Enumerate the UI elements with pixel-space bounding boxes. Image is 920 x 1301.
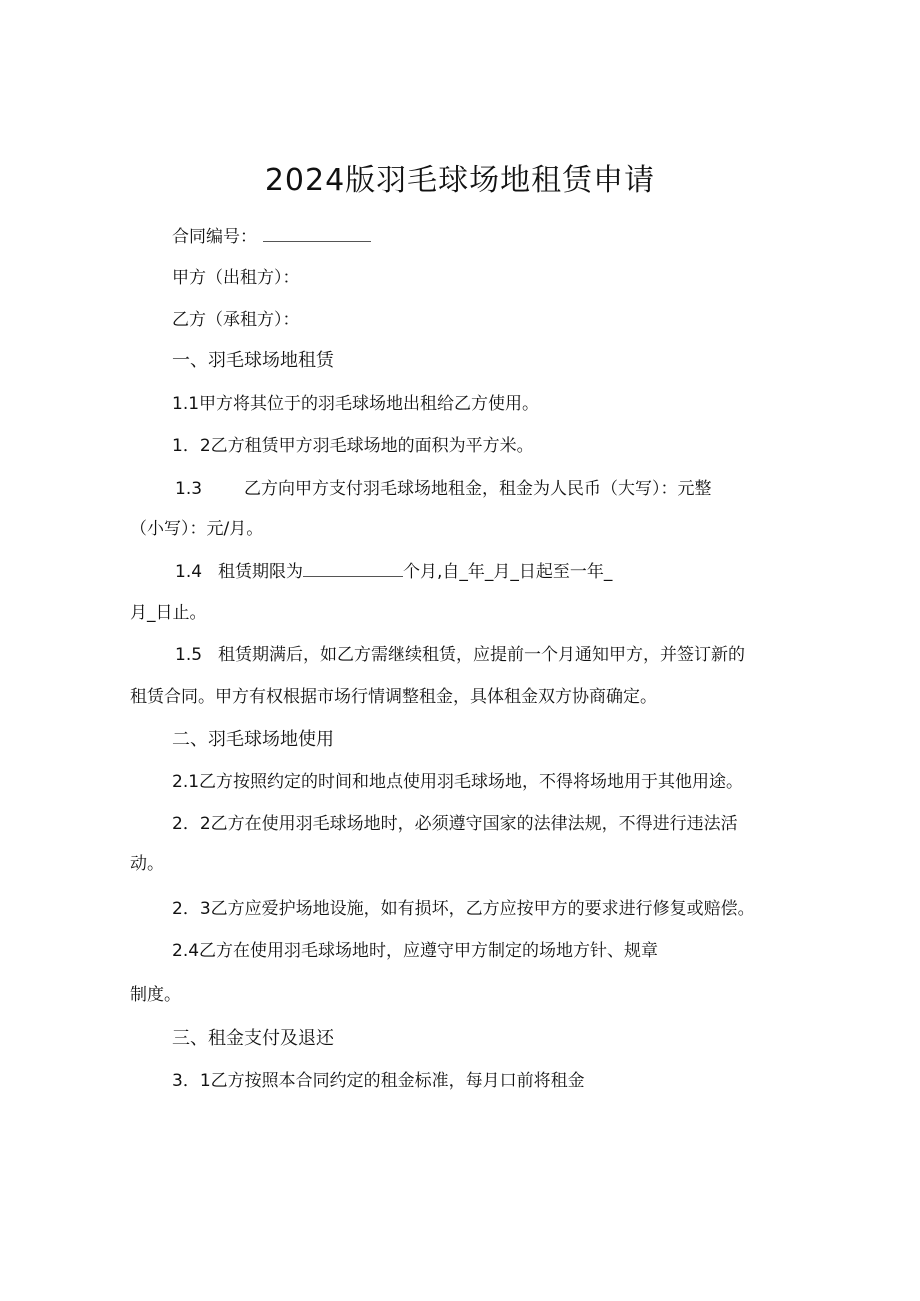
clause-1-4-suffix: 个月,自_年_月_日起至一年_ bbox=[403, 562, 613, 582]
clause-1-4-text bbox=[218, 560, 612, 584]
clause-1-5-text: 租赁期满后，如乙方需继续租赁，应提前一个月通知甲方，并签订新的 bbox=[218, 645, 745, 665]
lease-term-blank bbox=[303, 562, 403, 577]
clause-1-2: 1．2乙方租赁甲方羽毛球场地的面积为平方米。 bbox=[172, 436, 534, 456]
clause-2-3: 2．3乙方应爱护场地设施，如有损坏，乙方应按甲方的要求进行修复或赔偿。 bbox=[172, 899, 755, 919]
contract-number-blank bbox=[263, 227, 371, 242]
clause-1-3-continued: （小写）：元/月。 bbox=[130, 519, 264, 539]
clause-1-5-number: 1.5 bbox=[175, 645, 203, 665]
party-a-line: 甲方（出租方）： bbox=[172, 268, 300, 288]
document-title: 2024版羽毛球场地租赁申请 bbox=[264, 163, 656, 198]
clause-2-2-continued: 动。 bbox=[130, 854, 164, 874]
clause-1-3-text: 乙方向甲方支付羽毛球场地租金，租金为人民币（大写）：元整 bbox=[244, 479, 712, 499]
section-3-heading: 三、租金支付及退还 bbox=[172, 1028, 334, 1049]
section-1-heading: 一、羽毛球场地租赁 bbox=[172, 350, 334, 371]
clause-1-3-number: 1.3 bbox=[175, 479, 203, 499]
section-2-heading: 二、羽毛球场地使用 bbox=[172, 729, 334, 750]
party-b-line: 乙方（承租方）： bbox=[172, 310, 300, 330]
clause-2-4: 2.4乙方在使用羽毛球场地时，应遵守甲方制定的场地方针、规章 bbox=[172, 941, 659, 961]
clause-2-2: 2．2乙方在使用羽毛球场地时，必须遵守国家的法律法规，不得进行违法活 bbox=[172, 814, 738, 834]
clause-1-4-number: 1.4 bbox=[175, 562, 203, 582]
contract-number-line bbox=[172, 225, 371, 249]
contract-number-label: 合同编号： bbox=[172, 227, 257, 247]
clause-1-5-continued: 租赁合同。甲方有权根据市场行情调整租金，具体租金双方协商确定。 bbox=[130, 687, 657, 707]
clause-1-1: 1.1甲方将其位于的羽毛球场地出租给乙方使用。 bbox=[172, 394, 540, 414]
clause-3-1: 3．1乙方按照本合同约定的租金标准，每月口前将租金 bbox=[172, 1071, 585, 1091]
clause-1-4-continued: 月_日止。 bbox=[130, 603, 207, 623]
clause-1-4-prefix: 租赁期限为 bbox=[218, 562, 303, 582]
clause-2-1: 2.1乙方按照约定的时间和地点使用羽毛球场地，不得将场地用于其他用途。 bbox=[172, 772, 744, 792]
clause-2-4-continued: 制度。 bbox=[130, 985, 181, 1005]
